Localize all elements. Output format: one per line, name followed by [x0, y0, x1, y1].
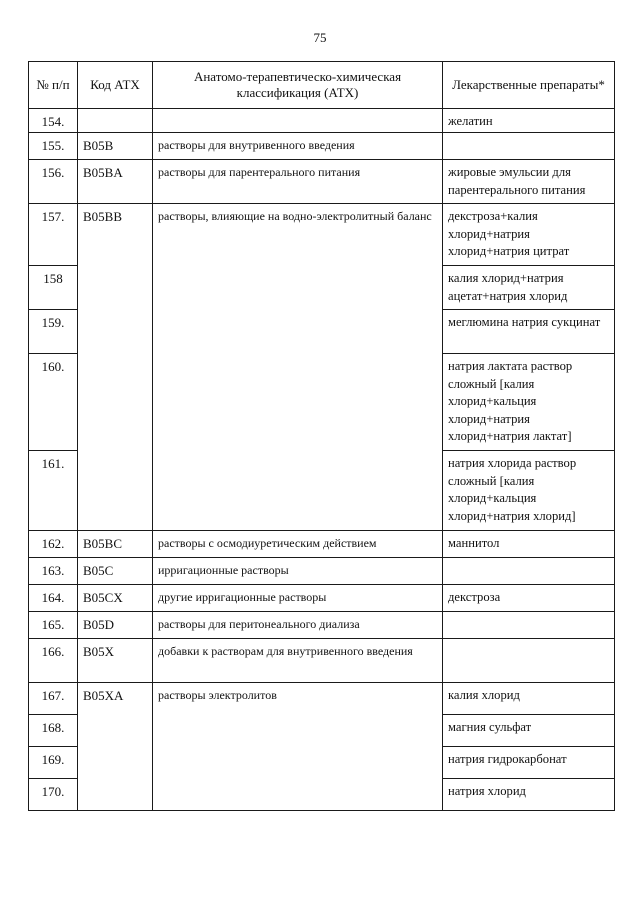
drug-name: натрия лактата раствор сложный [калия хлорид+кальция хлорид+натрия хлорид+натрия лактат]	[443, 354, 615, 451]
atc-code: B05BA	[78, 160, 153, 204]
classification: ирригационные растворы	[153, 558, 443, 585]
row-number: 170.	[29, 779, 78, 811]
drug-name: магния сульфат	[443, 715, 615, 747]
row-number: 155.	[29, 133, 78, 160]
row-number: 169.	[29, 747, 78, 779]
classification: растворы для перитонеального диализа	[153, 612, 443, 639]
row-number: 154.	[29, 109, 78, 133]
table-row	[29, 639, 615, 683]
row-number: 165.	[29, 612, 78, 639]
drug-name: натрия гидрокарбонат	[443, 747, 615, 779]
drug-name	[443, 133, 615, 160]
row-number: 161.	[29, 451, 78, 531]
drug-name	[443, 558, 615, 585]
atc-drug-table	[28, 61, 615, 811]
row-number: 157.	[29, 204, 78, 266]
classification	[153, 109, 443, 133]
atc-code: B05XA	[78, 683, 153, 811]
header-number: № п/п	[29, 62, 78, 109]
header-atc-code: Код АТХ	[78, 62, 153, 109]
atc-code: B05C	[78, 558, 153, 585]
drug-name	[443, 612, 615, 639]
table-row	[29, 585, 615, 612]
drug-name: натрия хлорида раствор сложный [калия хлорид+кальция хлорид+натрия хлорид]	[443, 451, 615, 531]
row-number: 166.	[29, 639, 78, 683]
atc-code: B05B	[78, 133, 153, 160]
table-row	[29, 133, 615, 160]
drug-name: декстроза+калия хлорид+натрия хлорид+натрия цитрат	[443, 204, 615, 266]
header-drugs: Лекарственные препараты*	[443, 62, 615, 109]
classification: растворы для парентерального питания	[153, 160, 443, 204]
drug-name	[443, 639, 615, 683]
atc-code	[78, 109, 153, 133]
page-number: 75	[313, 30, 327, 45]
drug-name: калия хлорид	[443, 683, 615, 715]
row-number: 160.	[29, 354, 78, 451]
classification: растворы электролитов	[153, 683, 443, 811]
classification: растворы, влияющие на водно-электролитный баланс	[153, 204, 443, 531]
table-row	[29, 531, 615, 558]
table-row	[29, 160, 615, 204]
table-header-row	[29, 62, 615, 109]
classification: добавки к растворам для внутривенного введения	[153, 639, 443, 683]
atc-code: B05BC	[78, 531, 153, 558]
row-number: 167.	[29, 683, 78, 715]
drug-name: декстроза	[443, 585, 615, 612]
drug-name: меглюмина натрия сукцинат	[443, 310, 615, 354]
drug-name: маннитол	[443, 531, 615, 558]
atc-code: B05X	[78, 639, 153, 683]
drug-name: желатин	[443, 109, 615, 133]
classification: растворы с осмодиуретическим действием	[153, 531, 443, 558]
row-number: 164.	[29, 585, 78, 612]
row-number: 163.	[29, 558, 78, 585]
classification: другие ирригационные растворы	[153, 585, 443, 612]
row-number: 159.	[29, 310, 78, 354]
header-classification: Анатомо-терапевтическо-химическая классификация (АТХ)	[153, 62, 443, 109]
row-number: 156.	[29, 160, 78, 204]
drug-name: натрия хлорид	[443, 779, 615, 811]
classification: растворы для внутривенного введения	[153, 133, 443, 160]
table-row	[29, 558, 615, 585]
table-row	[29, 683, 615, 715]
row-number: 168.	[29, 715, 78, 747]
drug-name: жировые эмульсии для парентерального питания	[443, 160, 615, 204]
row-number: 158	[29, 266, 78, 310]
table-row	[29, 612, 615, 639]
table-row	[29, 109, 615, 133]
table-row	[29, 204, 615, 266]
row-number: 162.	[29, 531, 78, 558]
drug-name: калия хлорид+натрия ацетат+натрия хлорид	[443, 266, 615, 310]
atc-code: B05D	[78, 612, 153, 639]
atc-code: B05BB	[78, 204, 153, 531]
atc-code: B05CX	[78, 585, 153, 612]
